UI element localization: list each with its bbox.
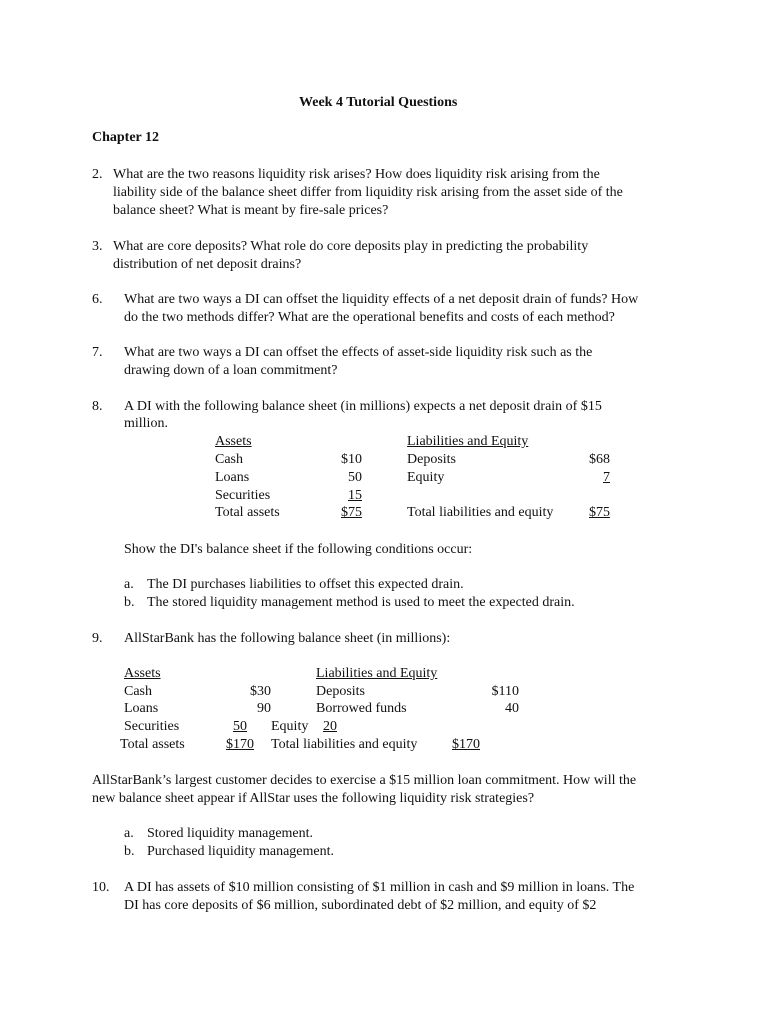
question-number: 7. [92, 345, 103, 360]
part-label: b. [124, 844, 135, 859]
asset-value-text: 50 [233, 719, 247, 734]
liability-value [452, 736, 480, 754]
question-number: 6. [92, 292, 103, 307]
part-text: Purchased liquidity management. [147, 844, 335, 859]
part-text: The DI purchases liabilities to offset this expected drain. [147, 577, 464, 592]
liabilities-header: Liabilities and Equity [407, 434, 529, 449]
asset-label: Loans [124, 701, 159, 716]
part-text: Stored liquidity management. [147, 826, 314, 841]
liability-value-text: $75 [589, 505, 610, 520]
question-line: balance sheet? What is meant by fire-sale prices? [113, 203, 389, 218]
question-line: AllStarBank’s largest customer decides to exercise a $15 million loan commitment. How will the [92, 773, 637, 788]
liability-value-text: 7 [603, 470, 610, 485]
asset-label: Total assets [120, 737, 185, 752]
question-line: What are two ways a DI can offset the effects of asset-side liquidity risk such as the [124, 345, 593, 360]
question-intro: AllStarBank has the following balance sheet (in millions): [124, 631, 451, 646]
liability-value: $68 [589, 452, 610, 467]
liability-label: Total liabilities and equity [271, 737, 418, 752]
asset-value: 50 [348, 470, 362, 485]
liability-label: Equity [407, 470, 445, 485]
question-number: 8. [92, 399, 103, 414]
question-line: What are core deposits? What role do core deposits play in predicting the probability [113, 239, 589, 254]
liability-value [316, 718, 343, 736]
question-line: distribution of net deposit drains? [113, 257, 302, 272]
question-line: drawing down of a loan commitment? [124, 363, 338, 378]
liability-label: Equity [271, 719, 309, 734]
liability-label: Total liabilities and equity [407, 505, 554, 520]
liability-label: Deposits [407, 452, 456, 467]
question-line: What are the two reasons liquidity risk arises? How does liquidity risk arising from the [113, 167, 600, 182]
liability-value: 40 [505, 701, 519, 716]
question-line: What are two ways a DI can offset the liquidity effects of a net deposit drain of funds? How [124, 292, 639, 307]
liability-label: Deposits [316, 684, 365, 699]
question-line: DI has core deposits of $6 million, subordinated debt of $2 million, and equity of $2 [124, 898, 597, 913]
asset-value: 90 [257, 701, 271, 716]
part-label: a. [124, 577, 134, 592]
asset-value-text: $75 [341, 505, 362, 520]
asset-value-text: $170 [226, 737, 254, 752]
liability-value-text: 20 [323, 719, 337, 734]
part-text: The stored liquidity management method is used to meet the expected drain. [147, 595, 575, 610]
question-line: liability side of the balance sheet differ from liquidity risk arising from the asset side of the [113, 185, 623, 200]
asset-value: $30 [250, 684, 271, 699]
asset-value [226, 718, 247, 736]
question-line: million. [124, 416, 168, 431]
asset-value: $10 [341, 452, 362, 467]
liability-value [560, 504, 610, 522]
chapter-heading: Chapter 12 [92, 130, 160, 145]
question-line: A DI has assets of $10 million consisting of $1 million in cash and $9 million in loans. The [124, 880, 635, 895]
assets-header: Assets [215, 434, 252, 449]
asset-label: Securities [124, 719, 180, 734]
question-number: 9. [92, 631, 103, 646]
assets-header: Assets [124, 666, 161, 681]
asset-label: Cash [124, 684, 152, 699]
liability-value: $110 [491, 684, 519, 699]
question-prompt: Show the DI's balance sheet if the following conditions occur: [124, 542, 473, 557]
part-label: a. [124, 826, 134, 841]
page-title: Week 4 Tutorial Questions [299, 95, 458, 110]
liability-label: Borrowed funds [316, 701, 407, 716]
asset-label: Securities [215, 488, 271, 503]
question-number: 10. [92, 880, 110, 895]
question-line: A DI with the following balance sheet (in millions) expects a net deposit drain of $15 [124, 399, 602, 414]
asset-value [300, 487, 362, 505]
asset-value [300, 504, 362, 522]
question-number: 3. [92, 239, 103, 254]
question-line: new balance sheet appear if AllStar uses the following liquidity risk strategies? [92, 791, 535, 806]
asset-label: Loans [215, 470, 250, 485]
liability-value [560, 469, 610, 487]
question-number: 2. [92, 167, 103, 182]
asset-value [226, 736, 254, 754]
liabilities-header: Liabilities and Equity [316, 666, 438, 681]
question-line: do the two methods differ? What are the operational benefits and costs of each method? [124, 310, 615, 325]
part-label: b. [124, 595, 135, 610]
asset-label: Total assets [215, 505, 280, 520]
asset-label: Cash [215, 452, 243, 467]
liability-value-text: $170 [452, 737, 480, 752]
asset-value-text: 15 [348, 488, 362, 503]
